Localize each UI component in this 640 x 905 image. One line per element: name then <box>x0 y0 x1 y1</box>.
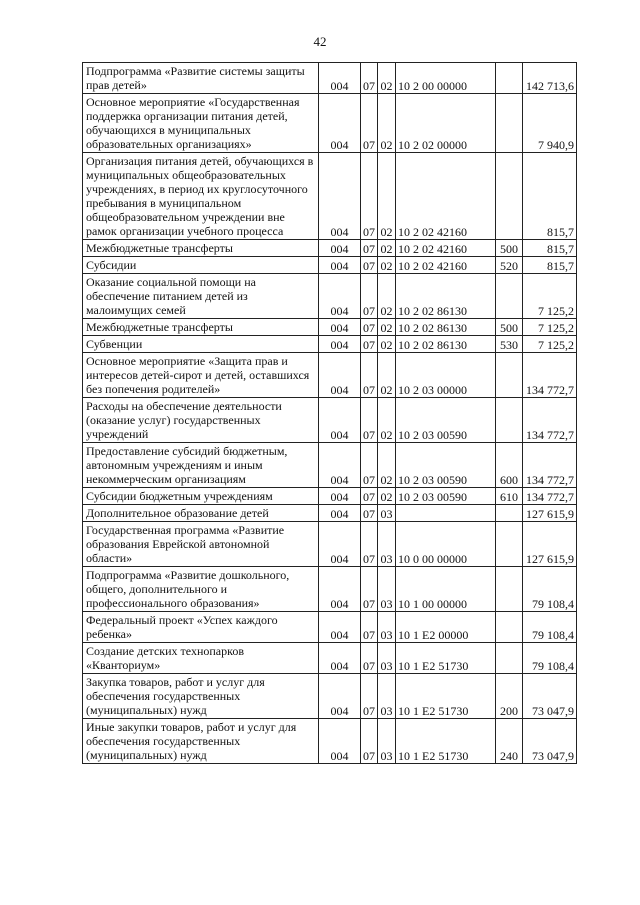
row-subsection-code: 03 <box>378 643 396 674</box>
row-expense-type-code <box>496 522 523 567</box>
row-name: Субсидии <box>83 257 319 274</box>
row-expense-type-code <box>496 63 523 94</box>
row-subsection-code: 03 <box>378 505 396 522</box>
row-subsection-code: 02 <box>378 353 396 398</box>
row-amount: 142 713,6 <box>523 63 577 94</box>
row-target-article-code: 10 2 02 42160 <box>396 153 496 240</box>
table-row <box>83 353 577 398</box>
table-row <box>83 153 577 240</box>
row-section-code: 07 <box>361 274 378 319</box>
row-ved-code: 004 <box>319 257 361 274</box>
row-section-code: 07 <box>361 612 378 643</box>
row-section-code: 07 <box>361 94 378 153</box>
row-ved-code: 004 <box>319 443 361 488</box>
row-subsection-code: 03 <box>378 674 396 719</box>
row-name: Подпрограмма «Развитие дошкольного, общего, дополнительного и профессионального образования» <box>83 567 319 612</box>
table-row <box>83 94 577 153</box>
row-amount: 7 125,2 <box>523 319 577 336</box>
row-amount: 7 125,2 <box>523 336 577 353</box>
row-section-code: 07 <box>361 153 378 240</box>
row-target-article-code: 10 1 E2 00000 <box>396 612 496 643</box>
table-row <box>83 274 577 319</box>
row-expense-type-code <box>496 153 523 240</box>
row-section-code: 07 <box>361 257 378 274</box>
row-amount: 134 772,7 <box>523 398 577 443</box>
row-name: Предоставление субсидий бюджетным, автономным учреждениям и иным некоммерческим организациям <box>83 443 319 488</box>
row-section-code: 07 <box>361 240 378 257</box>
row-target-article-code: 10 1 E2 51730 <box>396 643 496 674</box>
row-expense-type-code <box>496 643 523 674</box>
row-ved-code: 004 <box>319 505 361 522</box>
row-subsection-code: 02 <box>378 336 396 353</box>
budget-table <box>82 62 577 764</box>
table-row <box>83 643 577 674</box>
table-row <box>83 240 577 257</box>
row-expense-type-code: 240 <box>496 719 523 764</box>
row-ved-code: 004 <box>319 63 361 94</box>
row-expense-type-code <box>496 398 523 443</box>
row-section-code: 07 <box>361 643 378 674</box>
row-target-article-code: 10 0 00 00000 <box>396 522 496 567</box>
row-ved-code: 004 <box>319 612 361 643</box>
row-section-code: 07 <box>361 567 378 612</box>
row-name: Основное мероприятие «Государственная поддержка организации питания детей, обучающихся в муниципальных образовательных организациях» <box>83 94 319 153</box>
row-section-code: 07 <box>361 443 378 488</box>
row-section-code: 07 <box>361 522 378 567</box>
row-amount: 79 108,4 <box>523 643 577 674</box>
row-amount: 79 108,4 <box>523 612 577 643</box>
row-expense-type-code <box>496 274 523 319</box>
row-name: Субвенции <box>83 336 319 353</box>
row-target-article-code: 10 1 E2 51730 <box>396 674 496 719</box>
row-ved-code: 004 <box>319 353 361 398</box>
row-name: Создание детских технопарков «Кванториум» <box>83 643 319 674</box>
row-amount: 73 047,9 <box>523 719 577 764</box>
row-expense-type-code: 500 <box>496 319 523 336</box>
row-target-article-code: 10 1 E2 51730 <box>396 719 496 764</box>
row-name: Межбюджетные трансферты <box>83 240 319 257</box>
row-name: Закупка товаров, работ и услуг для обеспечения государственных (муниципальных) нужд <box>83 674 319 719</box>
row-ved-code: 004 <box>319 319 361 336</box>
row-subsection-code: 03 <box>378 719 396 764</box>
row-expense-type-code <box>496 612 523 643</box>
row-name: Межбюджетные трансферты <box>83 319 319 336</box>
row-target-article-code: 10 2 02 86130 <box>396 336 496 353</box>
row-section-code: 07 <box>361 63 378 94</box>
row-expense-type-code <box>496 94 523 153</box>
row-target-article-code: 10 2 03 00590 <box>396 398 496 443</box>
table-row <box>83 319 577 336</box>
table-row <box>83 336 577 353</box>
row-expense-type-code <box>496 353 523 398</box>
row-target-article-code: 10 2 02 86130 <box>396 319 496 336</box>
row-section-code: 07 <box>361 674 378 719</box>
table-row <box>83 443 577 488</box>
row-ved-code: 004 <box>319 240 361 257</box>
row-name: Организация питания детей, обучающихся в муниципальных общеобразовательных учреждениях, в период их круглосуточного пребывания в муниципальном общеобразовательном учреждении вне рамок организации учебного процесса <box>83 153 319 240</box>
row-amount: 134 772,7 <box>523 353 577 398</box>
row-expense-type-code: 600 <box>496 443 523 488</box>
row-target-article-code: 10 2 02 42160 <box>396 240 496 257</box>
row-ved-code: 004 <box>319 274 361 319</box>
row-section-code: 07 <box>361 719 378 764</box>
row-section-code: 07 <box>361 488 378 505</box>
row-expense-type-code <box>496 505 523 522</box>
row-name: Оказание социальной помощи на обеспечение питанием детей из малоимущих семей <box>83 274 319 319</box>
row-name: Основное мероприятие «Защита прав и интересов детей-сирот и детей, оставшихся без попечения родителей» <box>83 353 319 398</box>
row-ved-code: 004 <box>319 522 361 567</box>
row-subsection-code: 03 <box>378 612 396 643</box>
row-subsection-code: 02 <box>378 153 396 240</box>
row-amount: 7 125,2 <box>523 274 577 319</box>
row-amount: 134 772,7 <box>523 443 577 488</box>
row-ved-code: 004 <box>319 488 361 505</box>
row-expense-type-code: 530 <box>496 336 523 353</box>
row-name: Подпрограмма «Развитие системы защиты прав детей» <box>83 63 319 94</box>
row-target-article-code: 10 1 00 00000 <box>396 567 496 612</box>
row-target-article-code: 10 2 03 00000 <box>396 353 496 398</box>
row-expense-type-code <box>496 567 523 612</box>
row-subsection-code: 02 <box>378 488 396 505</box>
row-target-article-code: 10 2 02 42160 <box>396 257 496 274</box>
row-name: Субсидии бюджетным учреждениям <box>83 488 319 505</box>
row-name: Государственная программа «Развитие образования Еврейской автономной области» <box>83 522 319 567</box>
row-section-code: 07 <box>361 336 378 353</box>
row-amount: 73 047,9 <box>523 674 577 719</box>
table-row <box>83 398 577 443</box>
row-subsection-code: 02 <box>378 274 396 319</box>
table-row <box>83 505 577 522</box>
row-subsection-code: 03 <box>378 522 396 567</box>
row-subsection-code: 02 <box>378 443 396 488</box>
row-ved-code: 004 <box>319 674 361 719</box>
table-row <box>83 63 577 94</box>
table-row <box>83 612 577 643</box>
row-amount: 79 108,4 <box>523 567 577 612</box>
row-subsection-code: 02 <box>378 240 396 257</box>
row-expense-type-code: 200 <box>496 674 523 719</box>
row-name: Расходы на обеспечение деятельности (оказание услуг) государственных учреждений <box>83 398 319 443</box>
row-expense-type-code: 520 <box>496 257 523 274</box>
row-ved-code: 004 <box>319 153 361 240</box>
page-number: 42 <box>313 34 327 49</box>
row-amount: 815,7 <box>523 153 577 240</box>
row-ved-code: 004 <box>319 643 361 674</box>
row-ved-code: 004 <box>319 94 361 153</box>
row-amount: 815,7 <box>523 257 577 274</box>
row-amount: 134 772,7 <box>523 488 577 505</box>
row-target-article-code: 10 2 00 00000 <box>396 63 496 94</box>
row-subsection-code: 02 <box>378 63 396 94</box>
row-target-article-code: 10 2 02 86130 <box>396 274 496 319</box>
row-target-article-code: 10 2 02 00000 <box>396 94 496 153</box>
row-section-code: 07 <box>361 505 378 522</box>
table-row <box>83 257 577 274</box>
row-section-code: 07 <box>361 353 378 398</box>
row-subsection-code: 02 <box>378 319 396 336</box>
row-ved-code: 004 <box>319 719 361 764</box>
table-row <box>83 488 577 505</box>
row-subsection-code: 02 <box>378 94 396 153</box>
row-subsection-code: 03 <box>378 567 396 612</box>
row-target-article-code <box>396 505 496 522</box>
row-expense-type-code: 500 <box>496 240 523 257</box>
row-amount: 127 615,9 <box>523 505 577 522</box>
row-ved-code: 004 <box>319 567 361 612</box>
row-subsection-code: 02 <box>378 257 396 274</box>
table-row <box>83 522 577 567</box>
row-ved-code: 004 <box>319 336 361 353</box>
row-name: Иные закупки товаров, работ и услуг для обеспечения государственных (муниципальных) нужд <box>83 719 319 764</box>
row-ved-code: 004 <box>319 398 361 443</box>
row-amount: 7 940,9 <box>523 94 577 153</box>
row-amount: 815,7 <box>523 240 577 257</box>
row-target-article-code: 10 2 03 00590 <box>396 488 496 505</box>
row-name: Федеральный проект «Успех каждого ребенка» <box>83 612 319 643</box>
row-name: Дополнительное образование детей <box>83 505 319 522</box>
row-subsection-code: 02 <box>378 398 396 443</box>
row-amount: 127 615,9 <box>523 522 577 567</box>
table-row <box>83 719 577 764</box>
table-row <box>83 674 577 719</box>
row-section-code: 07 <box>361 319 378 336</box>
row-expense-type-code: 610 <box>496 488 523 505</box>
table-row <box>83 567 577 612</box>
row-target-article-code: 10 2 03 00590 <box>396 443 496 488</box>
row-section-code: 07 <box>361 398 378 443</box>
